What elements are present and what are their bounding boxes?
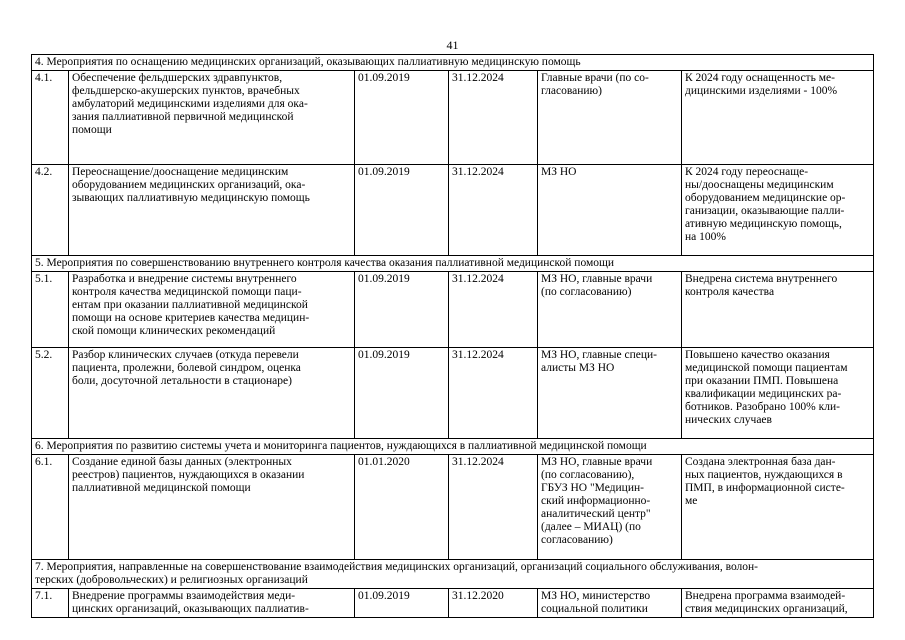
section-title: 6. Мероприятия по развитию системы учета и мониторинга пациентов, нуждающихся в паллиативной медицинской помощи <box>32 439 874 455</box>
row-number: 7.1. <box>32 589 69 618</box>
section-title: 7. Мероприятия, направленные на совершенствование взаимодействия медицинских организаций, организаций социального обслуживания, волон- терских (добровольческих) и религиозных организаций <box>32 560 874 589</box>
section-header-row <box>32 256 874 272</box>
section-title: 4. Мероприятия по оснащению медицинских организаций, оказывающих паллиативную медицинскую помощь <box>32 55 874 71</box>
start-date: 01.09.2019 <box>355 589 449 618</box>
responsible: МЗ НО, главные врачи (по согласованию) <box>538 272 682 348</box>
start-date: 01.09.2019 <box>355 71 449 165</box>
start-date: 01.09.2019 <box>355 165 449 256</box>
measure-name: Создание единой базы данных (электронных реестров) пациентов, нуждающихся в оказании паллиативной медицинской помощи <box>69 455 355 560</box>
table-row <box>32 455 874 560</box>
end-date: 31.12.2024 <box>449 455 538 560</box>
responsible: Главные врачи (по со- гласованию) <box>538 71 682 165</box>
start-date: 01.01.2020 <box>355 455 449 560</box>
section-header-row <box>32 55 874 71</box>
expected-result: Создана электронная база дан- ных пациентов, нуждающихся в ПМП, в информационной систе- ме <box>682 455 874 560</box>
expected-result: К 2024 году переоснаще- ны/дооснащены медицинским оборудованием медицинские ор- ганизации, оказывающие палли- ативную медицинскую помощь, на 100% <box>682 165 874 256</box>
table-row <box>32 272 874 348</box>
measure-name: Переоснащение/дооснащение медицинским оборудованием медицинских организаций, ока- зывающих паллиативную медицинскую помощь <box>69 165 355 256</box>
expected-result: Повышено качество оказания медицинской помощи пациентам при оказании ПМП. Повышена квалификации медицинских ра- ботников. Разобрано 100% кли- нических случаев <box>682 348 874 439</box>
responsible: МЗ НО, министерство социальной политики <box>538 589 682 618</box>
row-number: 5.1. <box>32 272 69 348</box>
table-row <box>32 71 874 165</box>
end-date: 31.12.2024 <box>449 71 538 165</box>
responsible: МЗ НО <box>538 165 682 256</box>
row-number: 6.1. <box>32 455 69 560</box>
table-row <box>32 589 874 618</box>
start-date: 01.09.2019 <box>355 272 449 348</box>
end-date: 31.12.2024 <box>449 272 538 348</box>
measures-table <box>31 54 874 618</box>
measure-name: Разработка и внедрение системы внутреннего контроля качества медицинской помощи паци- ентам при оказании паллиативной медицинской помощи на основе критериев качества медицин- ской помощи клинических рекомендаций <box>69 272 355 348</box>
expected-result: Внедрена система внутреннего контроля качества <box>682 272 874 348</box>
responsible: МЗ НО, главные специ- алисты МЗ НО <box>538 348 682 439</box>
expected-result: К 2024 году оснащенность ме- дицинскими изделиями - 100% <box>682 71 874 165</box>
row-number: 4.1. <box>32 71 69 165</box>
row-number: 5.2. <box>32 348 69 439</box>
section-header-row <box>32 439 874 455</box>
page-number: 41 <box>446 38 459 52</box>
row-number: 4.2. <box>32 165 69 256</box>
start-date: 01.09.2019 <box>355 348 449 439</box>
responsible: МЗ НО, главные врачи (по согласованию), ГБУЗ НО "Медицин- ский информационно- аналитический центр" (далее – МИАЦ) (по согласованию) <box>538 455 682 560</box>
table-row <box>32 165 874 256</box>
end-date: 31.12.2024 <box>449 165 538 256</box>
end-date: 31.12.2024 <box>449 348 538 439</box>
section-title: 5. Мероприятия по совершенствованию внутреннего контроля качества оказания паллиативной медицинской помощи <box>32 256 874 272</box>
end-date: 31.12.2020 <box>449 589 538 618</box>
measure-name: Обеспечение фельдшерских здравпунктов, фельдшерско-акушерских пунктов, врачебных амбулаторий медицинскими изделиями для ока- зания паллиативной первичной медицинской помощи <box>69 71 355 165</box>
measure-name: Разбор клинических случаев (откуда перевели пациента, пролежни, болевой синдром, оценка боли, досуточной летальности в стационаре) <box>69 348 355 439</box>
section-header-row <box>32 560 874 589</box>
expected-result: Внедрена программа взаимодей- ствия медицинских организаций, <box>682 589 874 618</box>
table-row <box>32 348 874 439</box>
measure-name: Внедрение программы взаимодействия меди- цинских организаций, оказывающих паллиатив- <box>69 589 355 618</box>
